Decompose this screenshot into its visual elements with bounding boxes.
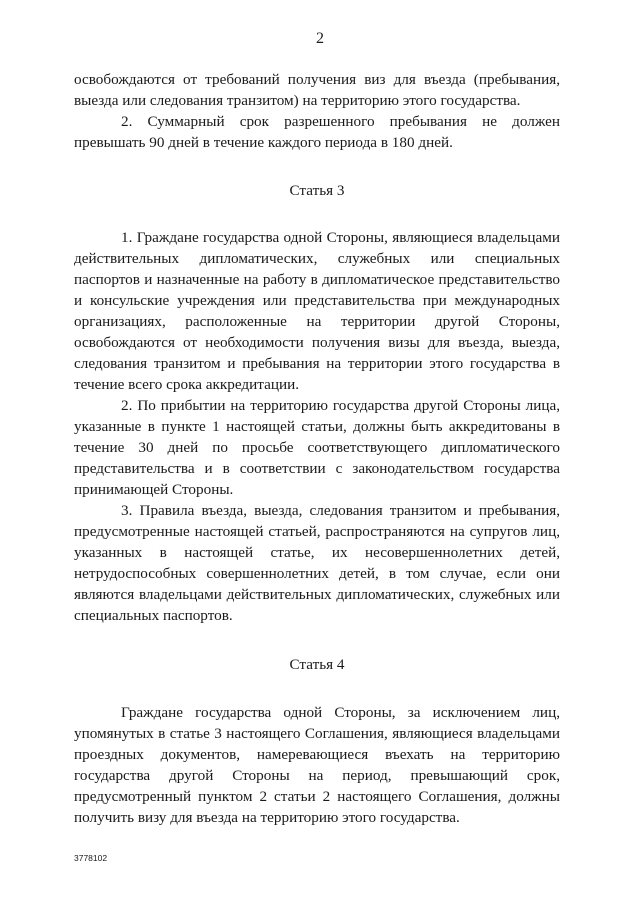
article-4-paragraph-1: Граждане государства одной Стороны, за исключением лиц, упомянутых в статье 3 настоящего Соглашения, являющиеся владельцами проездных документов, намеревающиеся въехать на территорию государства другой Стороны на период, превышающий срок, предусмотренный пунктом 2 статьи 2 настоящего Соглашения, должны получить визу для въезда на территорию этого государства. [74, 704, 560, 826]
article-3-heading: Статья 3 [289, 182, 345, 199]
article-3-paragraph-2: 2. По прибытии на территорию государства другой Стороны лица, указанные в пункте 1 настоящей статьи, должны быть аккредитованы в течение 30 дней по просьбе соответствующего дипломатического представительства и в соответствии с законодательством государства принимающей Стороны. [74, 397, 560, 498]
document-body [74, 69, 560, 828]
paragraph-2: 2. Суммарный срок разрешенного пребывания не должен превышать 90 дней в течение каждого периода в 180 дней. [74, 113, 560, 151]
page-number: 2 [316, 30, 324, 47]
article-3-paragraph-1: 1. Граждане государства одной Стороны, являющиеся владельцами действительных дипломатических, служебных или специальных паспортов и назначенные на работу в дипломатическое представительство и консульские учреждения или представительства при международных организациях, расположенные на территории другой Стороны, освобождаются от необходимости получения визы для въезда, выезда, следования транзитом и пребывания на территории этого государства в течение всего срока аккредитации. [74, 229, 560, 393]
continuation-paragraph: освобождаются от требований получения виз для въезда (пребывания, выезда или следования транзитом) на территорию этого государства. [74, 71, 560, 109]
article-4-heading: Статья 4 [289, 656, 345, 673]
article-3-paragraph-3: 3. Правила въезда, выезда, следования транзитом и пребывания, предусмотренные настоящей статьей, распространяются на супругов лиц, указанных в настоящей статье, их несовершеннолетних детей, нетрудоспособных совершеннолетних детей, в том случае, если они являются владельцами действительных дипломатических, служебных или специальных паспортов. [74, 502, 560, 624]
document-code: 3778102 [74, 853, 108, 863]
